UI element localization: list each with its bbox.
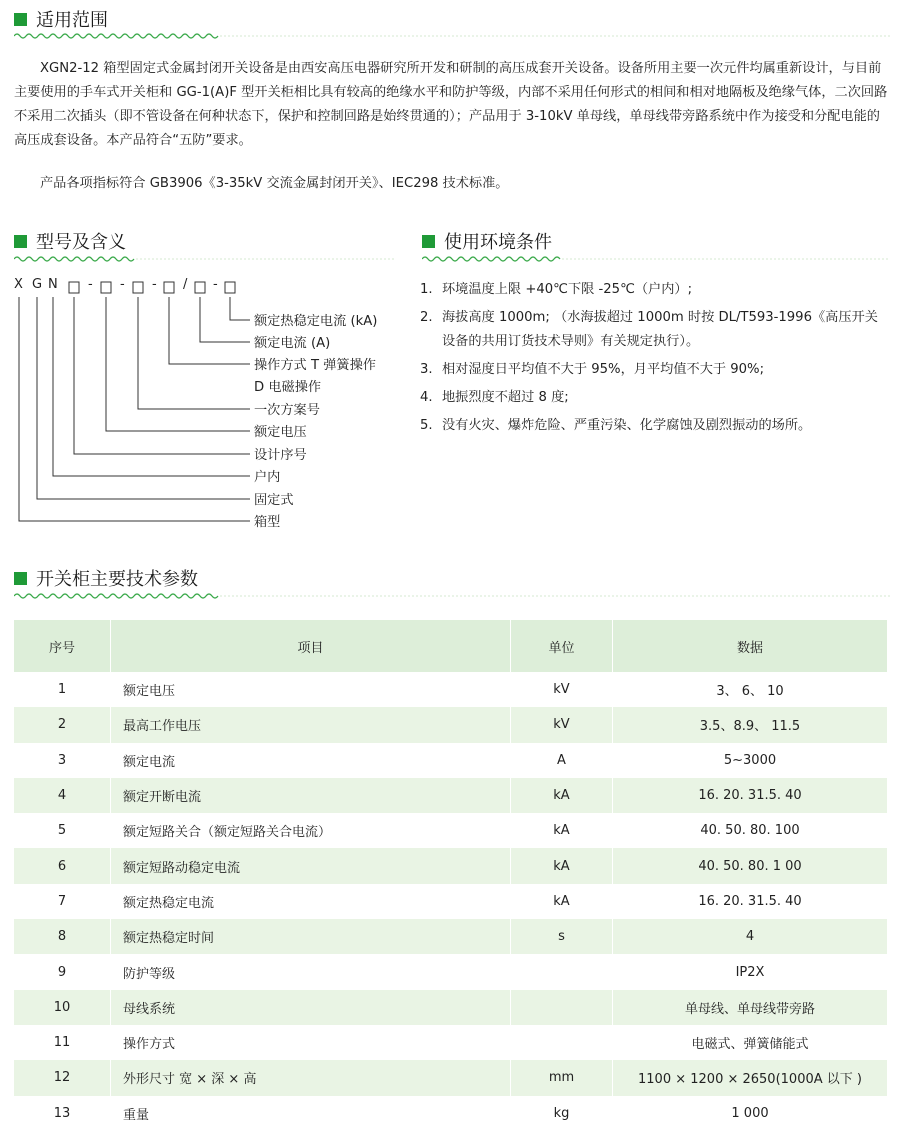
cell-index: 4 — [14, 778, 111, 813]
section-header-environment — [422, 228, 552, 254]
cell-index: 9 — [14, 954, 111, 989]
list-item — [420, 278, 890, 302]
cell-item: 额定短路动稳定电流 — [111, 848, 511, 883]
item-text: 环境温度上限 +40℃下限 -25℃（户内）; — [442, 282, 693, 297]
cell-index: 13 — [14, 1096, 111, 1131]
cell-unit: kg — [511, 1096, 613, 1131]
table-header-row — [14, 620, 888, 672]
table-row — [14, 848, 888, 883]
cell-data: 3、 6、 10 — [613, 672, 888, 707]
cell-data: 16. 20. 31.5. 40 — [613, 778, 888, 813]
cell-item: 额定热稳定电流 — [111, 884, 511, 919]
cell-index: 2 — [14, 707, 111, 742]
wave-divider — [422, 255, 890, 263]
cell-data: 4 — [613, 919, 888, 954]
item-number: 5. — [420, 418, 433, 433]
cell-unit: mm — [511, 1060, 613, 1095]
cell-unit — [511, 954, 613, 989]
cell-unit — [511, 990, 613, 1025]
spec-table — [14, 620, 888, 1131]
list-item — [420, 386, 890, 410]
table-row — [14, 813, 888, 848]
cell-data: 3.5、8.9、 11.5 — [613, 707, 888, 742]
green-square-icon — [422, 235, 435, 248]
scope-text-2: 产品各项指标符合 GB3906《3-35kV 交流金属封闭开关》、IEC298 技术标准。 — [40, 176, 509, 191]
cell-index: 1 — [14, 672, 111, 707]
cell-item: 额定开断电流 — [111, 778, 511, 813]
model-dash: - — [152, 277, 157, 292]
green-square-icon — [14, 235, 27, 248]
cell-index: 11 — [14, 1025, 111, 1060]
cell-item: 额定电流 — [111, 743, 511, 778]
green-square-icon — [14, 13, 27, 26]
model-dash: - — [88, 277, 93, 292]
cell-index: 12 — [14, 1060, 111, 1095]
table-row — [14, 954, 888, 989]
table-row — [14, 1096, 888, 1131]
model-label: D 电磁操作 — [254, 380, 322, 395]
section-title: 使用环境条件 — [444, 232, 552, 253]
cell-data: 40. 50. 80. 1 00 — [613, 848, 888, 883]
scope-paragraph-2 — [14, 172, 890, 196]
table-row — [14, 707, 888, 742]
list-item — [420, 414, 890, 438]
cell-data: 40. 50. 80. 100 — [613, 813, 888, 848]
cell-unit: kA — [511, 884, 613, 919]
model-letter-n: N — [48, 277, 58, 292]
item-text: 相对湿度日平均值不大于 95%，月平均值不大于 90%; — [442, 362, 765, 377]
cell-unit: s — [511, 919, 613, 954]
wave-divider — [14, 32, 890, 40]
cell-index: 3 — [14, 743, 111, 778]
table-row — [14, 990, 888, 1025]
model-slash: / — [183, 277, 188, 292]
list-item — [420, 306, 890, 354]
cell-unit — [511, 1025, 613, 1060]
model-label: 固定式 — [254, 493, 294, 508]
section-title: 型号及含义 — [36, 232, 126, 253]
green-square-icon — [14, 572, 27, 585]
model-label: 户内 — [254, 470, 281, 485]
cell-unit: kA — [511, 848, 613, 883]
item-text: 没有火灾、爆炸危险、严重污染、化学腐蚀及剧烈振动的场所。 — [442, 418, 812, 433]
col-header-item: 项目 — [111, 620, 511, 672]
cell-data: 电磁式、弹簧储能式 — [613, 1025, 888, 1060]
cell-item: 最高工作电压 — [111, 707, 511, 742]
cell-item: 重量 — [111, 1096, 511, 1131]
model-label: 额定电压 — [254, 425, 307, 440]
cell-data: 1 000 — [613, 1096, 888, 1131]
section-title: 开关柜主要技术参数 — [36, 569, 198, 590]
table-row — [14, 672, 888, 707]
cell-unit: kV — [511, 707, 613, 742]
table-row — [14, 743, 888, 778]
list-item — [420, 358, 890, 382]
scope-text-1: XGN2-12 箱型固定式金属封闭开关设备是由西安高压电器研究所开发和研制的高压成套开关设备。设备所用主要一次元件均属重新设计，与目前主要使用的手车式开关柜和 GG-1(A)F 型开关柜相比具有较高的绝缘水平和防护等级，内部不采用任何形式的相间和相对地隔板及绝缘气体，二次回路不采用二次插头（即不管设备在何种状态下，保护和控制回路是始终贯通的）；产品用于 3-10kV 单母线，单母线带旁路系统中作为接受和分配电能的高压成套设备。本产品符合“五防”要求。 — [14, 61, 888, 148]
cell-index: 7 — [14, 884, 111, 919]
wave-divider — [14, 592, 890, 600]
cell-item: 额定电压 — [111, 672, 511, 707]
cell-index: 8 — [14, 919, 111, 954]
cell-item: 外形尺寸 宽 × 深 × 高 — [111, 1060, 511, 1095]
col-header-data: 数据 — [613, 620, 888, 672]
cell-item: 母线系统 — [111, 990, 511, 1025]
cell-data: 1100 × 1200 × 2650(1000A 以下 ) — [613, 1060, 888, 1095]
section-header-model — [14, 228, 126, 254]
item-text: 海拔高度 1000m; （水海拔超过 1000m 时按 DL/T593-1996《高压开关设备的共用订货技术导则》有关规定执行）。 — [442, 310, 878, 349]
cell-unit: A — [511, 743, 613, 778]
cell-data: 16. 20. 31.5. 40 — [613, 884, 888, 919]
cell-item: 额定短路关合（额定短路关合电流） — [111, 813, 511, 848]
cell-unit: kA — [511, 813, 613, 848]
cell-data: IP2X — [613, 954, 888, 989]
section-title: 适用范围 — [36, 10, 108, 31]
model-letter-x: X — [14, 277, 23, 292]
cell-index: 5 — [14, 813, 111, 848]
model-dash: - — [213, 277, 218, 292]
model-label: 一次方案号 — [254, 403, 320, 418]
model-label: 额定热稳定电流 (kA) — [254, 314, 378, 329]
col-header-index: 序号 — [14, 620, 111, 672]
model-label: 箱型 — [254, 515, 281, 530]
section-header-scope — [14, 6, 108, 32]
cell-data: 单母线、单母线带旁路 — [613, 990, 888, 1025]
table-row — [14, 1025, 888, 1060]
cell-index: 10 — [14, 990, 111, 1025]
cell-unit: kV — [511, 672, 613, 707]
cell-unit: kA — [511, 778, 613, 813]
scope-paragraph-1 — [14, 57, 890, 153]
wave-divider — [14, 255, 394, 263]
table-row — [14, 919, 888, 954]
col-header-unit: 单位 — [511, 620, 613, 672]
cell-item: 操作方式 — [111, 1025, 511, 1060]
model-label: 额定电流 (A) — [254, 336, 331, 351]
table-row — [14, 884, 888, 919]
item-number: 4. — [420, 390, 433, 405]
item-number: 1. — [420, 282, 433, 297]
cell-item: 防护等级 — [111, 954, 511, 989]
model-label: 操作方式 T 弹簧操作 — [254, 358, 376, 373]
cell-index: 6 — [14, 848, 111, 883]
cell-item: 额定热稳定时间 — [111, 919, 511, 954]
item-number: 2. — [420, 310, 433, 325]
environment-list — [420, 278, 890, 442]
section-header-spec — [14, 565, 198, 591]
cell-data: 5~3000 — [613, 743, 888, 778]
model-letter-g: G — [32, 277, 43, 292]
model-label: 设计序号 — [254, 448, 307, 463]
table-row — [14, 778, 888, 813]
item-number: 3. — [420, 362, 433, 377]
table-row — [14, 1060, 888, 1095]
model-dash: - — [120, 277, 125, 292]
item-text: 地振烈度不超过 8 度; — [442, 390, 569, 405]
